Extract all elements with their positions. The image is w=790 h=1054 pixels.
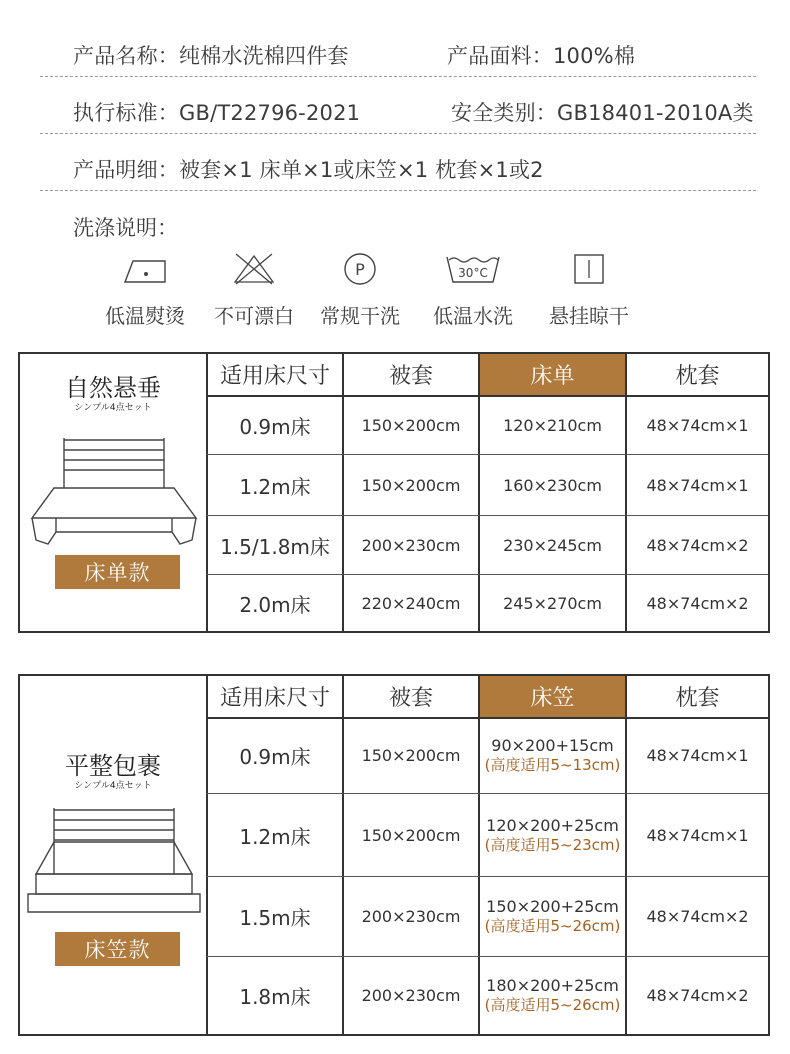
dry-clean-p-icon [340,252,380,286]
row-pillow: 48×74cm×2 [646,593,749,613]
header-size: 适用床尺寸 [219,364,330,389]
row-pillow: 48×74cm×2 [646,986,749,1005]
sheet-spec-table [18,352,770,633]
fitted-height-note: (高度适用5~23cm) [484,835,621,854]
header-pillow: 枕套 [675,364,720,389]
product-safety: 安全类别：GB18401-2010A类 [451,101,754,125]
flat-sheet-bed-illustration [26,432,202,552]
row-pillow: 48×74cm×2 [646,535,749,555]
row-pillow: 48×74cm×2 [646,907,749,926]
wash-title: 洗涤说明： [73,216,178,240]
row-fitted [480,957,625,1034]
wash-label: 不可漂白 [214,304,294,328]
row-size: 1.2m床 [239,824,311,849]
row-size: 2.0m床 [239,592,311,617]
fitted-sheet-bed-illustration [26,802,202,922]
wash-label: 低温熨烫 [105,304,185,328]
fitted-spec-table [18,674,770,1036]
row-fitted [480,794,625,876]
row-size: 1.5/1.8m床 [220,534,330,559]
row-sheet: 245×270cm [503,593,602,613]
iron-low-icon [117,252,173,286]
fitted-size: 90×200+15cm [491,736,614,756]
wash-label: 常规干洗 [320,304,400,328]
row-size: 1.2m床 [239,474,311,499]
fitted-height-note: (高度适用5~13cm) [484,756,621,775]
svg-text:30°C: 30°C [458,266,488,280]
wash-label: 低温水洗 [433,304,513,328]
wash-item-wash30 [418,252,528,329]
row-size: 0.9m床 [239,414,311,439]
row-pillow: 48×74cm×1 [646,825,749,845]
row-pillow: 48×74cm×1 [646,415,749,435]
row-duvet: 150×200cm [361,415,461,435]
wash-item-no-bleach [199,252,309,329]
row-pillow: 48×74cm×1 [646,746,749,765]
no-bleach-icon [231,252,277,286]
row-sheet: 160×230cm [503,475,602,495]
header-duvet: 被套 [388,364,433,389]
row-pillow: 48×74cm×1 [646,475,749,495]
header-fitted: 床笠 [480,676,625,717]
header-duvet: 被套 [388,686,433,711]
row-fitted [480,877,625,956]
wash-item-iron [90,252,200,329]
svg-text:P: P [355,260,365,279]
fitted-style-badge: 床笠款 [55,932,180,966]
row-size: 0.9m床 [239,745,311,769]
product-standard: 执行标准：GB/T22796-2021 [73,101,361,125]
row-duvet: 200×230cm [361,986,461,1005]
row-duvet: 150×200cm [361,746,461,765]
row-sheet: 120×210cm [503,415,602,435]
fitted-height-note: (高度适用5~26cm) [484,917,621,936]
header-size: 适用床尺寸 [219,686,330,711]
fitted-size: 180×200+25cm [486,976,619,996]
wash-item-hang [534,252,644,329]
hang-dry-icon [572,252,606,286]
row-duvet: 220×240cm [361,593,461,613]
fitted-height-note: (高度适用5~26cm) [484,996,621,1015]
info-row-3 [40,134,756,191]
wash-30-icon [444,252,502,286]
info-row-1 [40,0,756,77]
sheet-style-badge: 床单款 [55,555,180,589]
header-pillow: 枕套 [675,686,720,711]
row-sheet: 230×245cm [503,535,602,555]
row-duvet: 150×200cm [361,475,461,495]
row-duvet: 150×200cm [361,825,461,845]
row-size: 1.8m床 [239,985,311,1009]
fitted-size: 150×200+25cm [486,897,619,917]
row-fitted [480,718,625,793]
product-fabric: 产品面料：100%棉 [447,44,636,68]
fitted-style-title: 平整包裹 [65,752,161,780]
product-name: 产品名称：纯棉水洗棉四件套 [73,44,349,68]
wash-item-dry-clean [305,252,415,329]
wash-label: 悬挂晾干 [549,304,629,328]
row-duvet: 200×230cm [361,907,461,926]
header-sheet: 床单 [480,354,625,395]
fitted-style-subtitle: シンプル4点セット [74,781,152,791]
row-size: 1.5m床 [239,906,311,930]
row-duvet: 200×230cm [361,535,461,555]
fitted-size: 120×200+25cm [486,815,619,835]
info-row-2 [40,77,756,134]
product-detail: 产品明细：被套×1 床单×1或床笠×1 枕套×1或2 [73,158,544,182]
sheet-style-subtitle: シンプル4点セット [74,403,152,413]
sheet-style-title: 自然悬垂 [65,374,161,402]
